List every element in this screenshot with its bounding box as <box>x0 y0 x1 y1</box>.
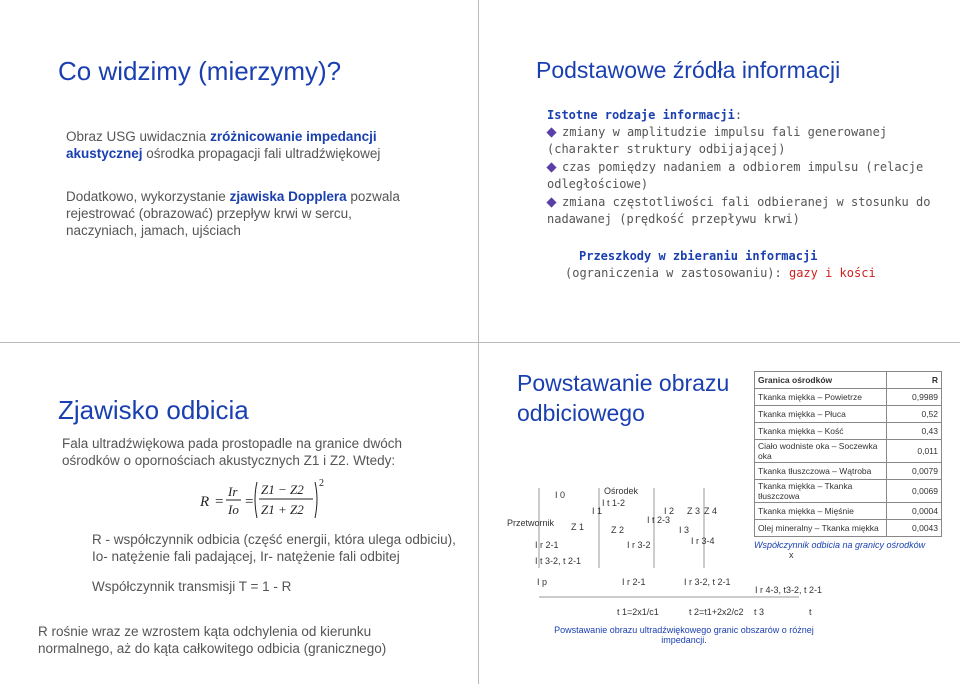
label-z2: Z 2 <box>611 525 625 535</box>
label-i3: I 3 <box>679 525 690 535</box>
label-ip: I p <box>537 577 548 587</box>
slide-1 <box>0 0 478 342</box>
table-caption: Współczynnik odbicia na granicy ośrodków <box>754 540 926 550</box>
label-i2: I 2 <box>664 506 675 516</box>
label-z1: Z 1 <box>571 522 585 532</box>
label-z3: Z 3 <box>687 506 701 516</box>
formula-io: Io <box>228 502 239 517</box>
diamond-bullet-icon <box>546 197 556 207</box>
obstacles-line: (ograniczenia w zastosowaniu): gazy i kości <box>565 266 876 280</box>
label-ir32: I r 3-2 <box>627 540 651 550</box>
label-x: x <box>789 550 794 560</box>
label-t3: t 3 <box>754 607 765 617</box>
table-row: Tkanka miękka – Płuca 0,52 <box>755 406 942 423</box>
label-t2: t 2=t1+2x2/c2 <box>689 607 744 617</box>
slide-4-title: Powstawanie obrazu odbiciowego <box>517 370 730 426</box>
label-i1: I 1 <box>592 506 603 516</box>
label-t1: t 1=2x1/c1 <box>617 607 659 617</box>
table-row: Ciało wodniste oka – Soczewka oka 0,011 <box>755 440 942 463</box>
label-ir21b: I r 2-1 <box>622 577 646 587</box>
formula-eq: = <box>215 494 224 510</box>
formula-ir: Ir <box>228 484 238 499</box>
formula-exponent: 2 <box>319 478 324 489</box>
label-osrodek: Ośrodek <box>604 486 639 496</box>
slide-4-caption: Powstawanie obrazu ultradźwiękowego granic obszarów o różnej impedancji. <box>554 625 814 645</box>
diamond-bullet-icon <box>546 127 556 137</box>
bullet-3: zmiana częstotliwości fali odbieranej w stosunku do nadawanej (prędkość przepływu krwi) <box>547 195 931 226</box>
diamond-bullet-icon <box>546 162 556 172</box>
table-row: Tkanka miękka – Powietrze 0,9989 <box>755 389 942 406</box>
label-ir4321: I r 4-3, t3-2, t 2-1 <box>755 585 823 595</box>
info-heading: Istotne rodzaje informacji: <box>547 108 743 122</box>
slide-1-title: Co widzimy (mierzymy)? <box>58 56 342 86</box>
table-row: Tkanka tłuszczowa – Wątroba 0,0079 <box>755 463 942 480</box>
slide-1-paragraph-1: Obraz USG uwidacznia zróżnicowanie impedancji akustycznej ośrodka propagacji fali ultradźwiękowej <box>66 129 381 161</box>
transmission-text: Współczynnik transmisji T = 1 - R <box>92 579 292 594</box>
label-z4: Z 4 <box>704 506 718 516</box>
formula-eq2: = <box>245 494 254 510</box>
label-ir34: I r 3-4 <box>691 536 715 546</box>
label-it23: I t 2-3 <box>647 515 671 525</box>
intro-text: Fala ultradźwiękowa pada prostopadle na granice dwóch ośrodków o opornościach akustycznych Z1 i Z2. Wtedy: <box>62 436 402 468</box>
slide-2 <box>479 0 960 342</box>
table-row: Tkanka miękka – Tkanka tłuszczowa 0,0069 <box>755 480 942 503</box>
bullet-2: czas pomiędzy nadaniem a odbiorem impulsu (relacje odległościowe) <box>547 160 924 191</box>
label-ir21: I r 2-1 <box>535 540 559 550</box>
slide-3-title: Zjawisko odbicia <box>58 395 249 425</box>
increase-text: R rośnie wraz ze wzrostem kąta odchylenia od kierunku normalnego, aż do kąta całkowitego odbicia (granicznego) <box>38 624 387 656</box>
slide-1-paragraph-2: Dodatkowo, wykorzystanie zjawiska Dopplera pozwala rejestrować (obrazować) przepływ krwi w sercu, naczyniach, jamach, ujściach <box>66 189 400 238</box>
slide-4 <box>479 343 960 684</box>
slide-2-title: Podstawowe źródła informacji <box>536 57 841 83</box>
r-definition: R - współczynnik odbicia (część energii, która ulega odbiciu), Io- natężenie fali padającej, Ir- natężenie fali odbitej <box>92 532 456 564</box>
formula-denominator: Z1 + Z2 <box>261 502 304 517</box>
table-header-cell: Granica ośrodków <box>755 372 887 389</box>
timeline-diagram <box>479 575 960 630</box>
bullet-1: zmiany w amplitudzie impulsu fali generowanej (charakter struktury odbijającej) <box>547 125 888 156</box>
table-row: Olej mineralny – Tkanka miękka 0,0043 <box>755 520 942 537</box>
formula-r: R <box>200 494 210 510</box>
obstacles-heading: Przeszkody w zbieraniu informacji <box>579 249 818 263</box>
label-it3221: I t 3-2, t 2-1 <box>535 556 582 566</box>
label-przetwornik: Przetwornik <box>507 518 555 528</box>
formula-numerator: Z1 − Z2 <box>261 482 304 497</box>
label-t: t <box>809 607 812 617</box>
table-row: Tkanka miękka – Kość 0,43 <box>755 423 942 440</box>
table-header-cell: R <box>887 372 942 389</box>
table-row: Tkanka miękka – Mięśnie 0,0004 <box>755 503 942 520</box>
label-i0: I 0 <box>555 490 566 500</box>
reflection-formula <box>195 478 335 528</box>
slide-3 <box>0 343 478 684</box>
label-ir3221: I r 3-2, t 2-1 <box>684 577 731 587</box>
table-header-row <box>755 372 942 389</box>
label-it12: I t 1-2 <box>602 498 626 508</box>
